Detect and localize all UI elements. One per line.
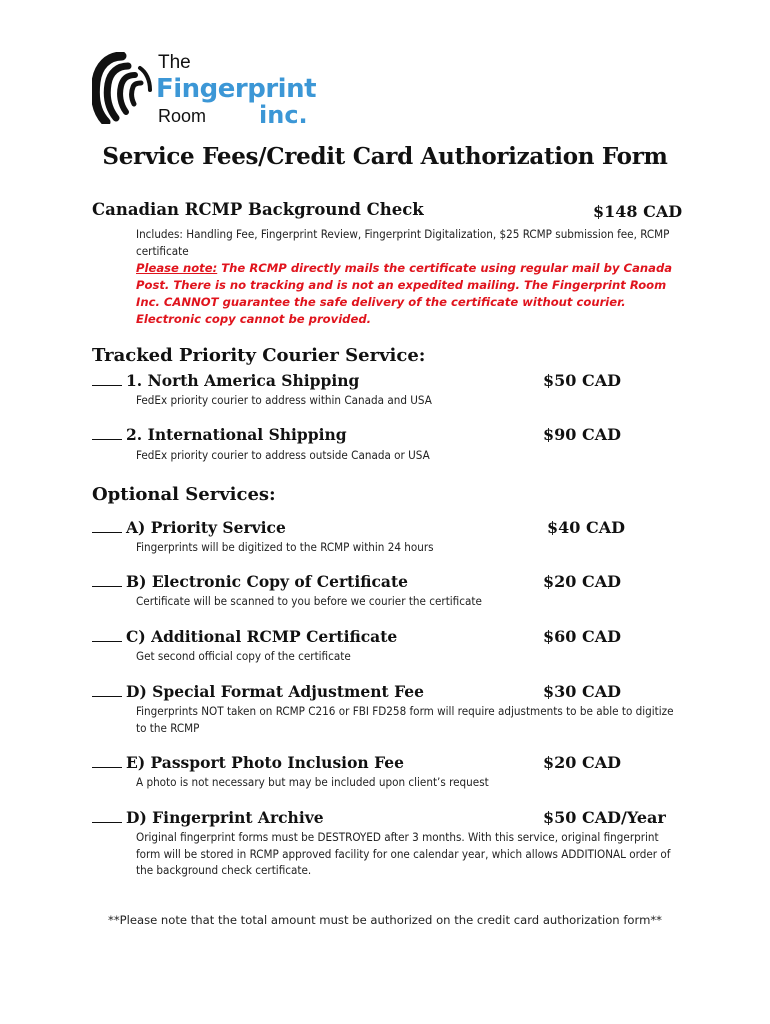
optional-item-price: $40 CAD bbox=[547, 518, 625, 537]
selection-blank[interactable] bbox=[92, 520, 122, 533]
company-logo bbox=[92, 50, 322, 128]
logo-text-fingerprint: Fingerprint bbox=[156, 74, 317, 104]
optional-item-price: $20 CAD bbox=[543, 753, 621, 772]
rcmp-note-text: The RCMP directly mails the certificate using regular mail by Canada Post. There is no tracking and is not an expedited mailing. The Fingerprint Room Inc. CANNOT guarantee the safe delivery of the certificate without courier. Electronic copy cannot be provided. bbox=[136, 261, 673, 326]
courier-heading: Tracked Priority Courier Service: bbox=[92, 345, 426, 366]
optional-item-desc: Fingerprints NOT taken on RCMP C216 or FBI FD258 form will require adjustments to be able to digitize to the RCMP bbox=[136, 704, 674, 735]
logo-text-room: Room bbox=[158, 106, 207, 126]
optional-item-passport-photo bbox=[92, 753, 404, 772]
courier-item-price: $90 CAD bbox=[543, 425, 621, 444]
optional-item-desc: Certificate will be scanned to you before we courier the certificate bbox=[136, 594, 482, 608]
optional-item-label: D) Fingerprint Archive bbox=[126, 808, 324, 827]
rcmp-price: $148 CAD bbox=[593, 202, 683, 221]
selection-blank[interactable] bbox=[92, 629, 122, 642]
logo-text-inc: inc. bbox=[259, 101, 308, 129]
optional-item-electronic-copy bbox=[92, 572, 408, 591]
optional-heading: Optional Services: bbox=[92, 484, 276, 505]
logo-text-the: The bbox=[158, 52, 191, 73]
optional-item-desc: Fingerprints will be digitized to the RCMP within 24 hours bbox=[136, 540, 434, 554]
courier-item-north-america bbox=[92, 371, 359, 390]
optional-item-archive bbox=[92, 808, 324, 827]
optional-item-label: D) Special Format Adjustment Fee bbox=[126, 682, 424, 701]
optional-item-desc: A photo is not necessary but may be included upon client’s request bbox=[136, 775, 489, 789]
optional-item-label: B) Electronic Copy of Certificate bbox=[126, 572, 408, 591]
selection-blank[interactable] bbox=[92, 373, 122, 386]
optional-item-desc: Original fingerprint forms must be DESTROYED after 3 months. With this service, original fingerprint form will be stored in RCMP approved facility for one calendar year, which allows ADDITIONAL order of the background check certificate. bbox=[136, 830, 671, 877]
courier-item-desc: FedEx priority courier to address outside Canada or USA bbox=[136, 448, 430, 462]
optional-item-desc: Get second official copy of the certificate bbox=[136, 649, 351, 663]
courier-item-international bbox=[92, 425, 347, 444]
rcmp-heading: Canadian RCMP Background Check bbox=[92, 200, 424, 219]
optional-item-price: $20 CAD bbox=[543, 572, 621, 591]
optional-item-price: $50 CAD/Year bbox=[543, 808, 666, 827]
selection-blank[interactable] bbox=[92, 684, 122, 697]
optional-item-priority bbox=[92, 518, 286, 537]
page-title: Service Fees/Credit Card Authorization Form bbox=[102, 143, 668, 170]
courier-item-desc: FedEx priority courier to address within Canada and USA bbox=[136, 393, 432, 407]
rcmp-note bbox=[136, 260, 681, 328]
optional-item-price: $30 CAD bbox=[543, 682, 621, 701]
optional-item-format-adjustment bbox=[92, 682, 424, 701]
rcmp-note-lead: Please note: bbox=[136, 261, 218, 275]
selection-blank[interactable] bbox=[92, 427, 122, 440]
fingerprint-icon bbox=[92, 52, 154, 124]
rcmp-includes: Includes: Handling Fee, Fingerprint Review, Fingerprint Digitalization, $25 RCMP submission fee, RCMP certificate bbox=[136, 227, 670, 258]
footer-note: **Please note that the total amount must be authorized on the credit card authorization form** bbox=[108, 913, 662, 927]
optional-item-label: C) Additional RCMP Certificate bbox=[126, 627, 398, 646]
courier-item-price: $50 CAD bbox=[543, 371, 621, 390]
courier-item-label: 1. North America Shipping bbox=[126, 371, 360, 390]
selection-blank[interactable] bbox=[92, 810, 122, 823]
selection-blank[interactable] bbox=[92, 755, 122, 768]
optional-item-price: $60 CAD bbox=[543, 627, 621, 646]
optional-item-label: E) Passport Photo Inclusion Fee bbox=[126, 753, 404, 772]
selection-blank[interactable] bbox=[92, 574, 122, 587]
courier-item-label: 2. International Shipping bbox=[126, 425, 347, 444]
optional-item-label: A) Priority Service bbox=[126, 518, 286, 537]
optional-item-additional-certificate bbox=[92, 627, 397, 646]
